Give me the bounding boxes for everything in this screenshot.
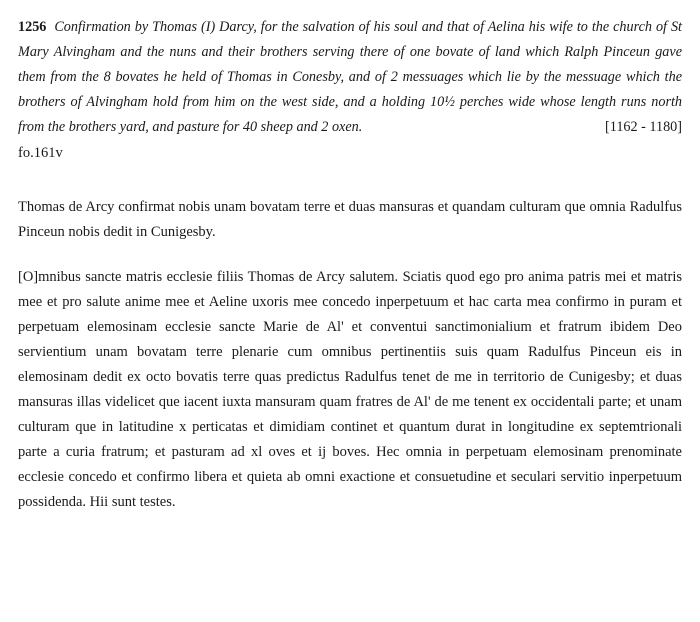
charter-text: [O]mnibus sancte matris ecclesie filiis Thomas de Arcy salutem. Sciatis quod ego pro anima patris mei et matris mee et pro salute anime mee et Aeline uxoris mee concedo inperpetuum et hac carta mea confirmo in puram et perpetuam elemosinam ecclesie sancte Marie de Al' et conventui sanctimonialium et fratrum ibidem Deo servientium unam bovatam terre plenarie cum omnibus pertinentiis suis quam Radulfus Pinceun eis in elemosinam dedit ex octo bovatis terre quas predictus Radulfus tenet de me in territorio de Cunigesby; et duas mansuras illas videlicet que iacent iuxta mansuram quam fratres de Al' de me tenent ex occidentali parte; et unam culturam que in latitudine x perticatas et dimidiam continet et quantum durat in longitudine ex septemtrionali parte a curia fratrum; et pasturam ad xl oves et ij boves. Hec omnia in perpetuam elemosinam prenominate ecclesie concedo et confirmo libera et quieta ab omni exactione et consuetudine et seculari servitio inperpetuum possidenda. Hii sunt testes.: [18, 269, 682, 510]
folio-reference: fo.161v: [18, 145, 63, 161]
charter-rubric: Thomas de Arcy confirmat nobis unam bovatam terre et duas mansuras et quandam culturam que omnia Radulfus Pinceun nobis dedit in Cunigesby.: [18, 199, 682, 240]
charter-summary-text: Confirmation by Thomas (I) Darcy, for the salvation of his soul and that of Aelina his wife to the church of St Mary Alvingham and the nuns and their brothers serving there of one bovate of land which Ralph Pinceun gave them from the 8 bovates he held of Thomas in Conesby, and of 2 messuages which lie by the messuage which the brothers of Alvingham hold from him on the west side, and a holding 10½ perches wide whose length runs north from the brothers yard, and pasture for 40 sheep and 2 oxen.: [18, 19, 682, 135]
charter-page: [18, 15, 682, 515]
charter-date: [1162 - 1180]: [605, 119, 682, 135]
charter-summary: [18, 15, 682, 140]
charter-number: 1256: [18, 19, 47, 35]
